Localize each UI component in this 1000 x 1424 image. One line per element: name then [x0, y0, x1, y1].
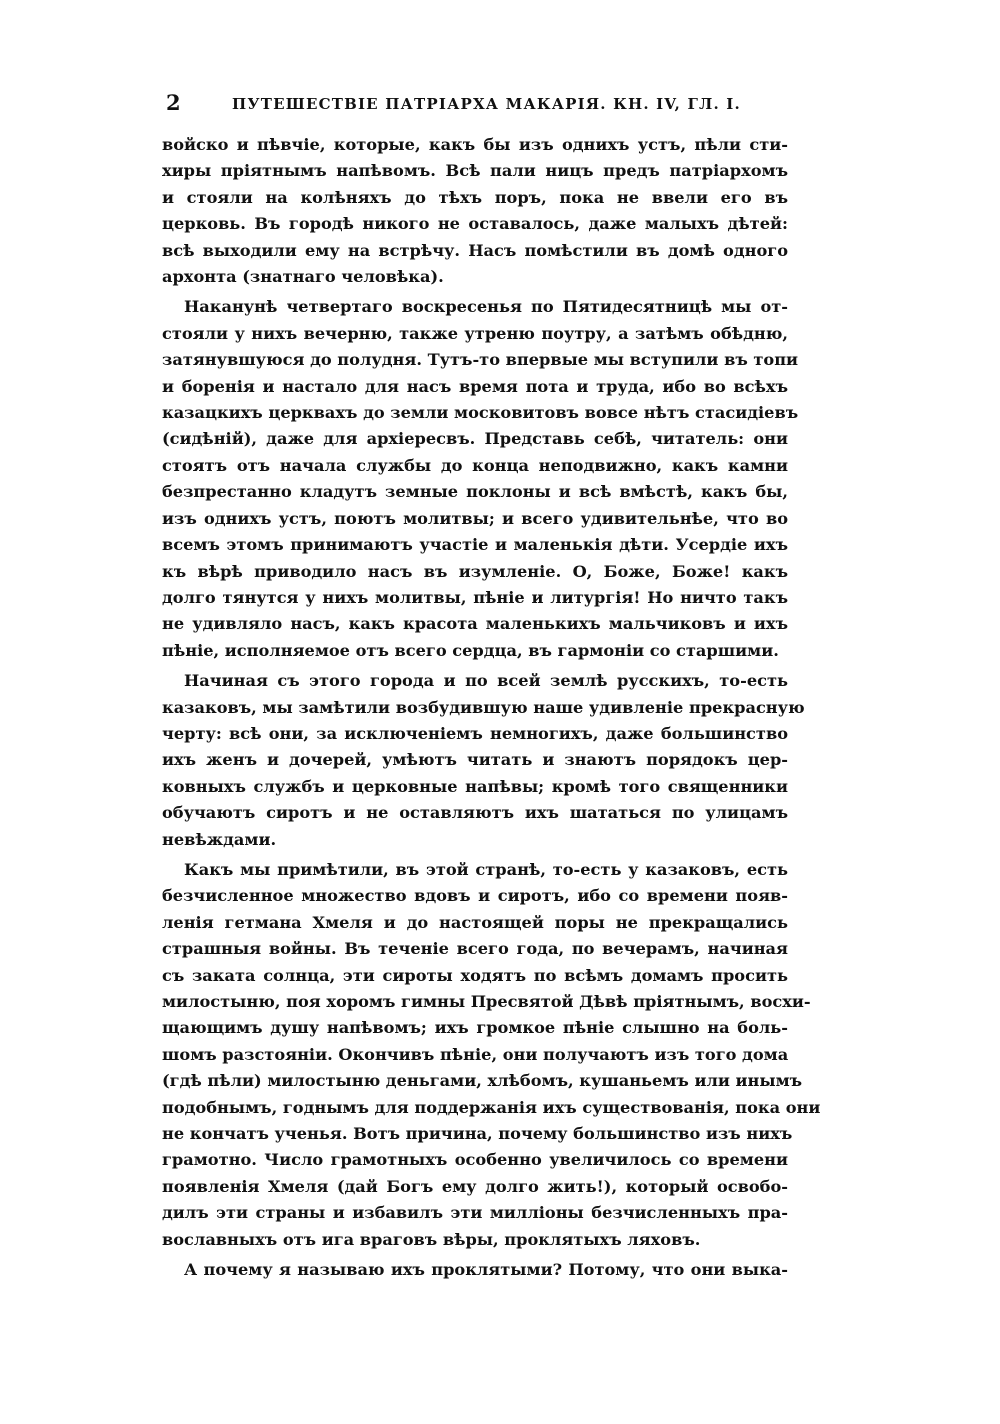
- page-number: 2: [166, 90, 181, 115]
- text-line: стоятъ отъ начала службы до конца неподвижно, какъ камни: [162, 455, 788, 475]
- text-line: ихъ женъ и дочерей, умѣютъ читать и знаютъ порядокъ цер-: [162, 750, 788, 770]
- body-text: [162, 132, 821, 1283]
- text-line: всемъ этомъ принимаютъ участіе и маленькія дѣти. Усердіе ихъ: [162, 535, 788, 555]
- text-line: изъ однихъ устъ, поютъ молитвы; и всего удивительнѣе, что во: [162, 508, 788, 528]
- text-line: хиры пріятнымъ напѣвомъ. Всѣ пали ницъ предъ патріархомъ: [162, 161, 788, 181]
- paragraph: [162, 1257, 788, 1283]
- text-line: казаковъ, мы замѣтили возбудившую наше удивленіе прекрасную: [162, 697, 805, 717]
- text-line: страшныя войны. Въ теченіе всего года, по вечерамъ, начиная: [162, 939, 788, 959]
- text-line: пѣніе, исполняемое отъ всего сердца, въ гармоніи со старшими.: [162, 640, 779, 660]
- text-line: войско и пѣвчіе, которые, какъ бы изъ однихъ устъ, пѣли сти-: [162, 135, 788, 154]
- running-title: ПУТЕШЕСТВІЕ ПАТРІАРХА МАКАРІЯ. КН. IV, ГЛ. I.: [232, 95, 741, 113]
- text-line: обучаютъ сиротъ и не оставляютъ ихъ шататься по улицамъ: [162, 803, 788, 823]
- text-line: архонта (знатнаго человѣка).: [162, 267, 444, 287]
- text-line: Какъ мы примѣтили, въ этой странѣ, то-есть у казаковъ, есть: [184, 859, 788, 879]
- text-line: и боренія и настало для насъ время пота и труда, ибо во всѣхъ: [162, 376, 788, 396]
- paragraph: [162, 294, 799, 664]
- text-line: подобнымъ, годнымъ для поддержанія ихъ существованія, пока они: [162, 1097, 821, 1117]
- text-line: ленія гетмана Хмеля и до настоящей поры не прекращались: [162, 912, 788, 932]
- text-line: грамотно. Число грамотныхъ особенно увеличилось со времени: [162, 1150, 788, 1170]
- text-line: А почему я называю ихъ проклятыми? Потому, что они выка-: [184, 1260, 788, 1280]
- text-line: долго тянутся у нихъ молитвы, пѣніе и литургія! Но ничто такъ: [162, 587, 788, 607]
- text-line: черту: всѣ они, за исключеніемъ немногихъ, даже большинство: [162, 723, 788, 743]
- text-line: съ заката солнца, эти сироты ходятъ по всѣмъ домамъ просить: [162, 965, 788, 985]
- text-line: появленія Хмеля (дай Богъ ему долго жить!), который освобо-: [162, 1176, 788, 1196]
- text-line: ковныхъ службъ и церковные напѣвы; кромѣ того священники: [162, 776, 788, 796]
- text-line: безчисленное множество вдовъ и сиротъ, ибо со времени появ-: [162, 886, 788, 906]
- paragraph: [162, 132, 788, 290]
- text-line: невѣждами.: [162, 829, 277, 849]
- text-line: не кончатъ ученья. Вотъ причина, почему большинство изъ нихъ: [162, 1124, 793, 1144]
- paragraph: [162, 668, 805, 853]
- running-head: [162, 88, 788, 120]
- text-line: дилъ эти страны и избавилъ эти милліоны безчисленныхъ пра-: [162, 1203, 788, 1223]
- text-line: и стояли на колѣняхъ до тѣхъ поръ, пока не ввели его въ: [162, 187, 788, 207]
- text-line: (гдѣ пѣли) милостыню деньгами, хлѣбомъ, кушаньемъ или инымъ: [162, 1071, 803, 1091]
- text-line: казацкихъ церквахъ до земли московитовъ вовсе нѣтъ стасидіевъ: [162, 403, 799, 423]
- paragraph: [162, 857, 821, 1253]
- text-line: церковь. Въ городѣ никого не оставалось, даже малыхъ дѣтей:: [162, 214, 788, 234]
- text-line: милостыню, поя хоромъ гимны Пресвятой Дѣвѣ пріятнымъ, восхи-: [162, 992, 811, 1011]
- text-line: щающимъ душу напѣвомъ; ихъ громкое пѣніе слышно на боль-: [162, 1018, 788, 1038]
- text-line: (сидѣній), даже для архіересвъ. Представь себѣ, читатель: они: [162, 429, 788, 449]
- text-line: не удивляло насъ, какъ красота маленькихъ мальчиковъ и ихъ: [162, 614, 788, 634]
- text-line: затянувшуюся до полудня. Тутъ-то впервые мы вступили въ топи: [162, 350, 799, 370]
- text-line: Наканунѣ четвертаго воскресенья по Пятидесятницѣ мы от-: [184, 297, 788, 317]
- text-line: къ вѣрѣ приводило насъ въ изумленіе. О, Боже, Боже! какъ: [162, 561, 788, 581]
- text-line: вославныхъ отъ ига враговъ вѣры, проклятыхъ ляховъ.: [162, 1229, 701, 1249]
- text-line: всѣ выходили ему на встрѣчу. Насъ помѣстили въ домѣ одного: [162, 240, 788, 260]
- text-line: шомъ разстояніи. Окончивъ пѣніе, они получаютъ изъ того дома: [162, 1044, 789, 1064]
- text-line: стояли у нихъ вечерню, также утреню поутру, а затѣмъ обѣдню,: [162, 323, 788, 343]
- text-line: Начиная съ этого города и по всей землѣ русскихъ, то-есть: [184, 671, 788, 691]
- text-line: безпрестанно кладутъ земные поклоны и всѣ вмѣстѣ, какъ бы,: [162, 482, 788, 502]
- book-page: [162, 88, 821, 1287]
